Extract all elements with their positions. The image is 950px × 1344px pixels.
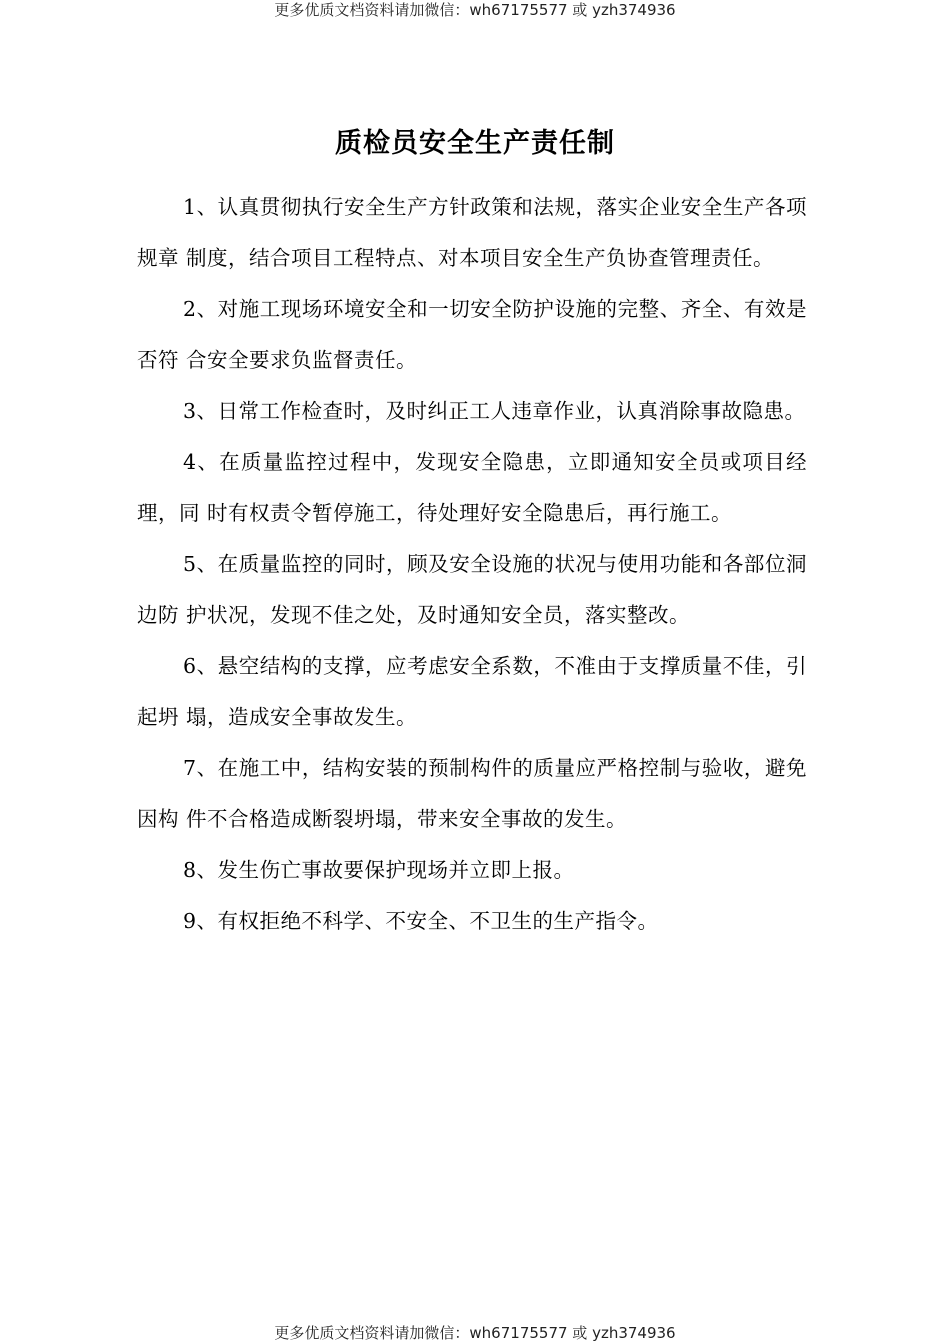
- paragraph-6: 6、悬空结构的支撑，应考虑安全系数，不准由于支撑质量不佳，引起坍 塌，造成安全事故发生。: [137, 654, 807, 729]
- paragraph-7: 7、在施工中，结构安装的预制构件的质量应严格控制与验收，避免因构 件不合格造成断裂坍塌，带来安全事故的发生。: [137, 756, 807, 831]
- footer-watermark: 更多优质文档资料请加微信：wh67175577 或 yzh374936: [274, 1324, 676, 1342]
- header-watermark: 更多优质文档资料请加微信：wh67175577 或 yzh374936: [274, 1, 676, 19]
- paragraph-5: 5、在质量监控的同时，顾及安全设施的状况与使用功能和各部位洞边防 护状况，发现不佳之处，及时通知安全员，落实整改。: [137, 552, 807, 627]
- document-body: [137, 182, 807, 947]
- paragraph-9: 9、有权拒绝不科学、不安全、不卫生的生产指令。: [183, 909, 659, 933]
- paragraph-3: 3、日常工作检查时，及时纠正工人违章作业，认真消除事故隐患。: [183, 399, 806, 423]
- paragraph-4: 4、在质量监控过程中，发现安全隐患，立即通知安全员或项目经理，同 时有权责令暂停施工，待处理好安全隐患后，再行施工。: [137, 450, 807, 525]
- paragraph-2: 2、对施工现场环境安全和一切安全防护设施的完整、齐全、有效是否符 合安全要求负监督责任。: [137, 297, 807, 372]
- paragraph-8: 8、发生伤亡事故要保护现场并立即上报。: [183, 858, 575, 882]
- document-title: 质检员安全生产责任制: [335, 128, 615, 159]
- paragraph-1: 1、认真贯彻执行安全生产方针政策和法规，落实企业安全生产各项规章 制度，结合项目工程特点、对本项目安全生产负协查管理责任。: [137, 195, 807, 270]
